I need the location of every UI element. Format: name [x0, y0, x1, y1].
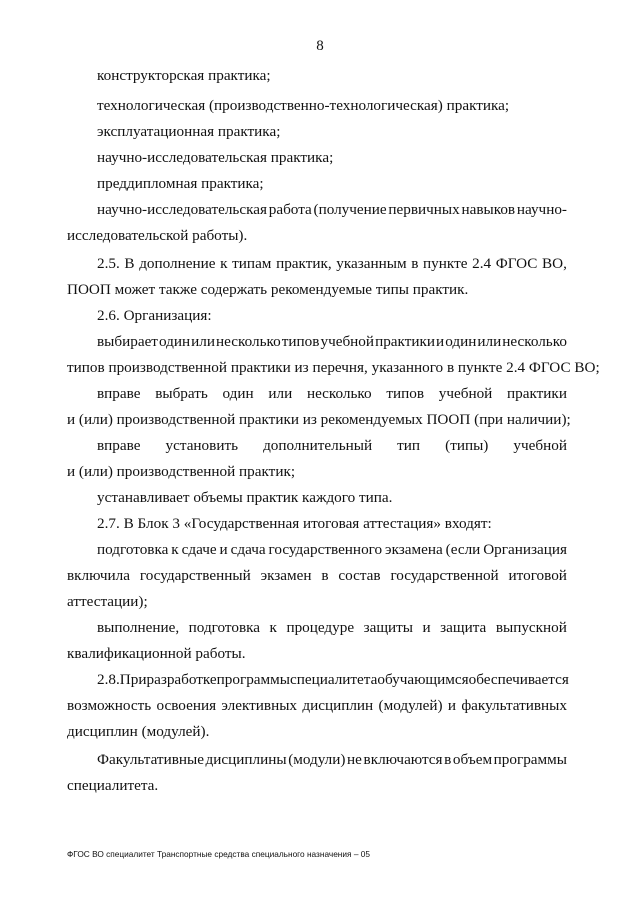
word: навыков: [461, 201, 516, 218]
word: не: [347, 751, 362, 768]
word: программы: [216, 671, 290, 688]
text-line: типов производственной практики из перечня, указанного в пункте 2.4 ФГОС ВО;: [67, 359, 600, 376]
text-line: [97, 436, 567, 456]
word: типам: [232, 255, 272, 272]
word: практики: [375, 333, 435, 350]
text-line: 2.7. В Блок 3 «Государственная итоговая аттестация» входят:: [97, 515, 492, 532]
word: учебной: [513, 437, 567, 454]
word: ВО,: [542, 255, 567, 272]
word: дополнительный: [263, 437, 373, 454]
word: 2.4: [472, 255, 492, 272]
text-line: исследовательской работы).: [67, 227, 248, 244]
word: и: [422, 619, 431, 636]
word: выбирает: [97, 333, 158, 350]
word: или: [191, 333, 215, 350]
text-line: квалификационной работы.: [67, 645, 246, 662]
text-line: [97, 618, 567, 638]
word: сдаче: [181, 541, 217, 558]
word: выпускной: [495, 619, 567, 636]
word: пункте: [423, 255, 468, 272]
word: экзамена: [385, 541, 443, 558]
word: Факультативные: [97, 751, 204, 768]
word: государственного: [268, 541, 383, 558]
word: специалитета: [289, 671, 378, 688]
word: несколько: [216, 333, 281, 350]
word: экзамен: [260, 567, 312, 584]
text-line: [97, 332, 567, 352]
word: (получение: [313, 201, 387, 218]
word: защиты: [363, 619, 413, 636]
word: (если: [445, 541, 481, 558]
word: несколько: [306, 385, 372, 402]
word: состав: [338, 567, 381, 584]
word: практики: [507, 385, 567, 402]
word: Организация: [483, 541, 567, 558]
word: и: [447, 697, 456, 714]
word: тип: [397, 437, 421, 454]
word: научно-: [516, 201, 567, 218]
text-line: аттестации);: [67, 593, 148, 610]
word: научно-исследовательская: [97, 201, 267, 218]
word: дисциплины: [205, 751, 287, 768]
word: защита: [440, 619, 487, 636]
text-line: дисциплин (модулей).: [67, 723, 210, 740]
word: обеспечивается: [468, 671, 569, 688]
text-line: конструкторская практика;: [97, 67, 271, 84]
word: включила: [67, 567, 130, 584]
word: типов: [281, 333, 320, 350]
word: освоения: [156, 697, 217, 714]
text-line: [97, 200, 567, 220]
word: дополнение: [139, 255, 216, 272]
word: выбрать: [155, 385, 208, 402]
word: первичных: [388, 201, 460, 218]
text-line: [97, 540, 567, 560]
word: государственной: [390, 567, 499, 584]
word: включаются: [363, 751, 443, 768]
word: один: [158, 333, 191, 350]
word: (типы): [445, 437, 489, 454]
word: элективных: [221, 697, 298, 714]
text-line: [97, 254, 567, 274]
page-footer: ФГОС ВО специалитет Транспортные средства специального назначения – 05: [67, 849, 370, 859]
word: к: [269, 619, 277, 636]
word: и: [436, 333, 445, 350]
word: программы: [493, 751, 567, 768]
word: обучающимся: [377, 671, 469, 688]
word: несколько: [502, 333, 567, 350]
word: разработке: [146, 671, 217, 688]
text-line: преддипломная практика;: [97, 175, 264, 192]
text-line: [67, 566, 567, 586]
text-line: научно-исследовательская практика;: [97, 149, 334, 166]
word: возможность: [67, 697, 152, 714]
text-line: эксплуатационная практика;: [97, 123, 281, 140]
word: работа: [268, 201, 312, 218]
text-line: и (или) производственной практик;: [67, 463, 296, 480]
word: объем: [452, 751, 493, 768]
word: процедуре: [286, 619, 355, 636]
word: ФГОС: [495, 255, 538, 272]
word: или: [477, 333, 502, 350]
word: один: [222, 385, 254, 402]
word: В: [124, 255, 135, 272]
word: факультативных: [461, 697, 567, 714]
text-line: [97, 384, 567, 404]
word: вправе: [97, 385, 141, 402]
text-line: [67, 696, 567, 716]
word: указанным: [336, 255, 407, 272]
word: и: [219, 541, 228, 558]
word: 2.5.: [97, 255, 120, 272]
word: дисциплин: [302, 697, 374, 714]
word: в: [321, 567, 329, 584]
word: сдача: [230, 541, 266, 558]
word: в: [411, 255, 419, 272]
word: или: [268, 385, 293, 402]
word: подготовка: [188, 619, 261, 636]
text-line: и (или) производственной практики из рекомендуемых ПООП (при наличии);: [67, 411, 571, 428]
word: 2.8.: [97, 671, 120, 688]
text-line: [97, 670, 567, 690]
word: типов: [386, 385, 425, 402]
word: к: [220, 255, 228, 272]
word: практик,: [276, 255, 332, 272]
word: в: [444, 751, 452, 768]
word: установить: [165, 437, 239, 454]
word: (модули): [288, 751, 346, 768]
word: итоговой: [508, 567, 567, 584]
word: вправе: [97, 437, 141, 454]
page-number: 8: [316, 38, 324, 54]
word: к: [171, 541, 179, 558]
text-line: [97, 750, 567, 770]
word: подготовка: [97, 541, 169, 558]
word: учебной: [320, 333, 375, 350]
word: (модулей): [378, 697, 443, 714]
word: один: [445, 333, 477, 350]
word: государственный: [139, 567, 251, 584]
word: выполнение,: [97, 619, 180, 636]
text-line: специалитета.: [67, 777, 159, 794]
text-line: 2.6. Организация:: [97, 307, 212, 324]
text-line: устанавливает объемы практик каждого типа.: [97, 489, 393, 506]
text-line: ПООП может также содержать рекомендуемые типы практик.: [67, 281, 469, 298]
text-line: технологическая (производственно-технологическая) практика;: [97, 97, 510, 114]
word: При: [119, 671, 147, 688]
word: учебной: [438, 385, 493, 402]
